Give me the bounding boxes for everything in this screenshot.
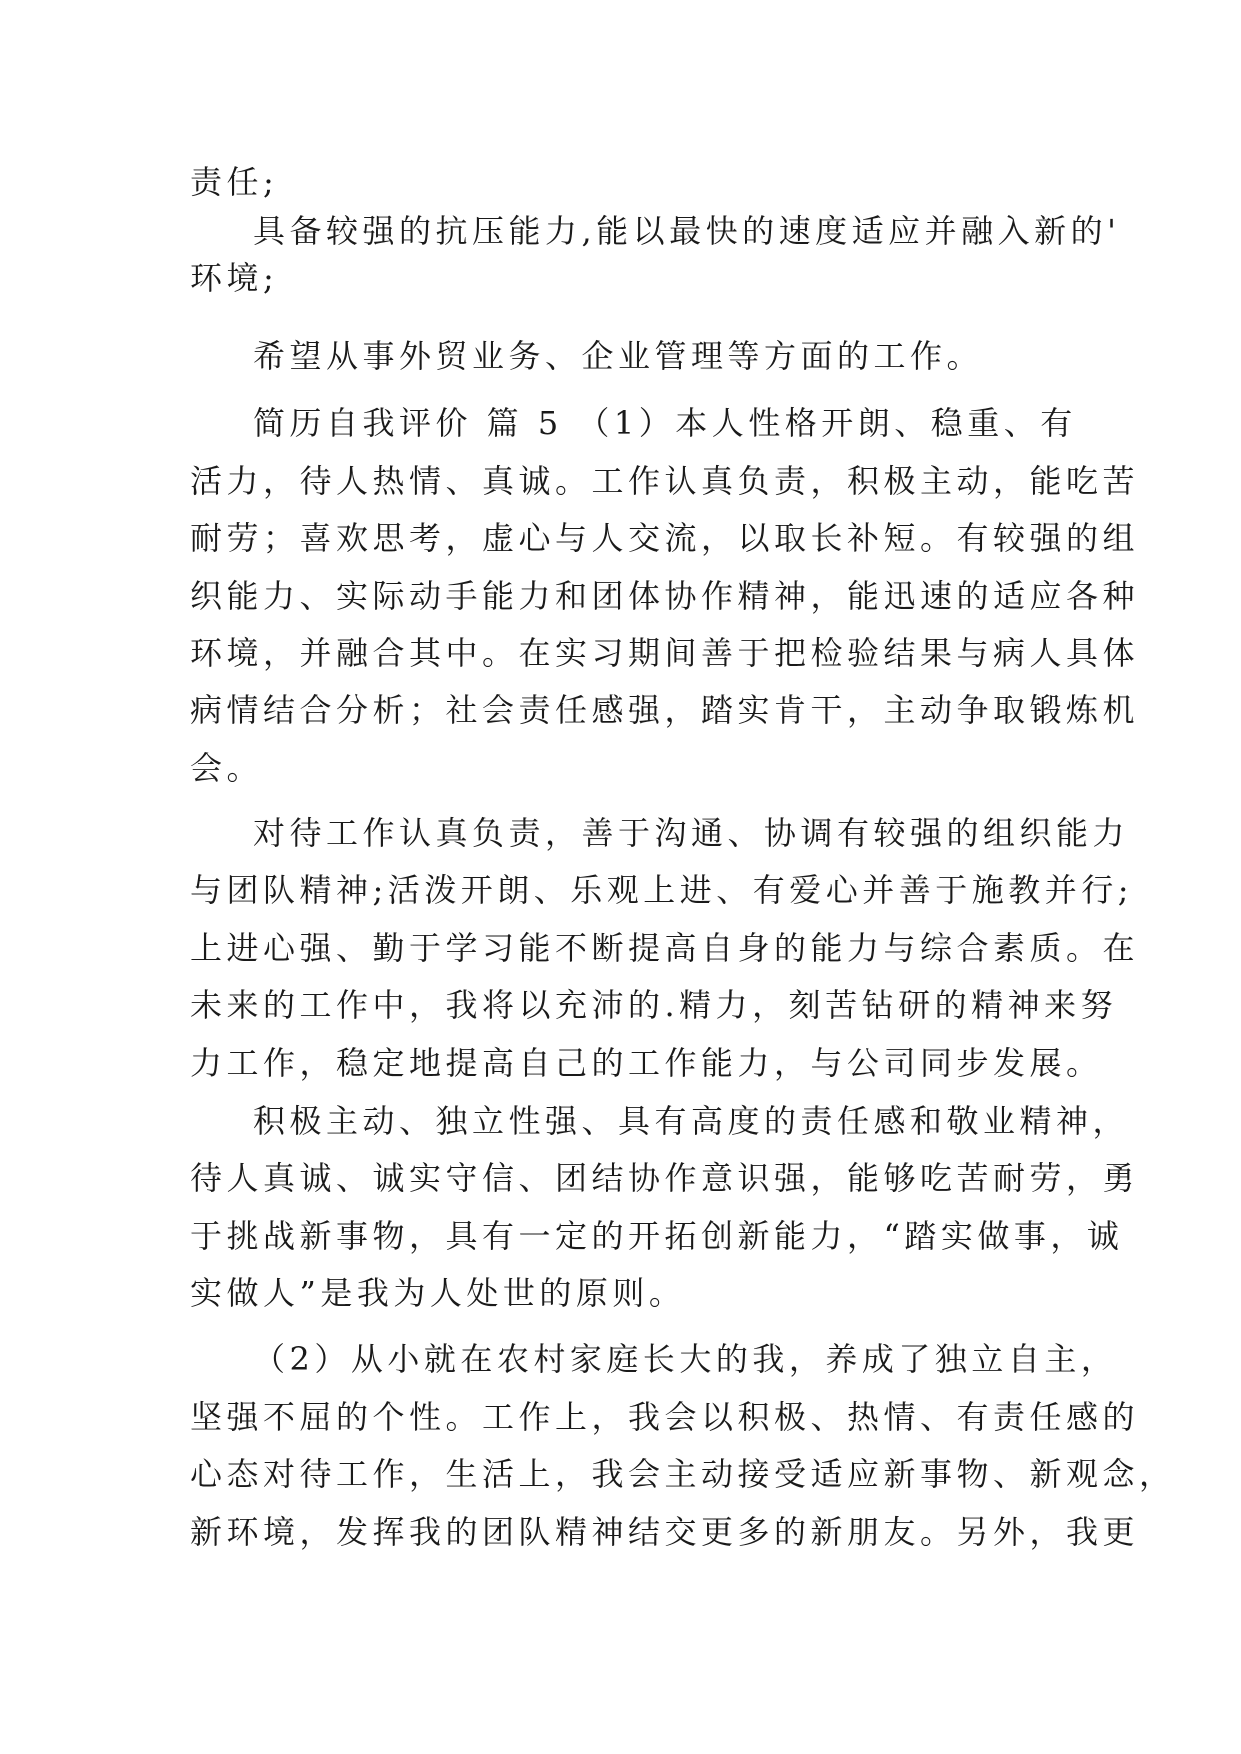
- text-line: 坚强不屈的个性。工作上，我会以积极、热情、有责任感的: [190, 1398, 1140, 1436]
- text-line: 责任;: [190, 163, 279, 201]
- text-line: 对待工作认真负责，善于沟通、协调有较强的组织能力: [253, 814, 1130, 852]
- text-line: 待人真诚、诚实守信、团结协作意识强，能够吃苦耐劳，勇: [190, 1159, 1140, 1197]
- text-line: 环境;: [190, 259, 279, 297]
- text-line: 心态对待工作，生活上，我会主动接受适应新事物、新观念，: [190, 1455, 1176, 1493]
- text-line: 未来的工作中，我将以充沛的.精力，刻苦钻研的精神来努: [190, 986, 1118, 1024]
- text-line: 环境，并融合其中。在实习期间善于把检验结果与病人具体: [190, 634, 1140, 672]
- text-line: 于挑战新事物，具有一定的开拓创新能力，“踏实做事，诚: [190, 1217, 1124, 1255]
- text-line: 实做人”是我为人处世的原则。: [190, 1274, 686, 1312]
- text-line: 简历自我评价 篇 5 （1）本人性格开朗、稳重、有: [253, 404, 1077, 442]
- text-line: 具备较强的抗压能力,能以最快的速度适应并融入新的': [253, 212, 1121, 250]
- text-line: 上进心强、勤于学习能不断提高自身的能力与综合素质。在: [190, 929, 1140, 967]
- text-line: （2）从小就在农村家庭长大的我，养成了独立自主，: [253, 1340, 1118, 1378]
- text-line: 新环境，发挥我的团队精神结交更多的新朋友。另外，我更: [190, 1513, 1140, 1551]
- text-line: 会。: [190, 749, 264, 787]
- text-line: 希望从事外贸业务、企业管理等方面的工作。: [253, 337, 984, 375]
- text-line: 与团队精神;活泼开朗、乐观上进、有爱心并善于施教并行;: [190, 871, 1134, 909]
- text-line: 积极主动、独立性强、具有高度的责任感和敬业精神，: [253, 1102, 1130, 1140]
- text-line: 病情结合分析；社会责任感强，踏实肯干，主动争取锻炼机: [190, 691, 1140, 729]
- text-line: 织能力、实际动手能力和团体协作精神，能迅速的适应各种: [190, 577, 1140, 615]
- text-line: 力工作，稳定地提高自己的工作能力，与公司同步发展。: [190, 1044, 1103, 1082]
- text-line: 活力，待人热情、真诚。工作认真负责，积极主动，能吃苦: [190, 462, 1140, 500]
- text-line: 耐劳；喜欢思考，虚心与人交流，以取长补短。有较强的组: [190, 519, 1140, 557]
